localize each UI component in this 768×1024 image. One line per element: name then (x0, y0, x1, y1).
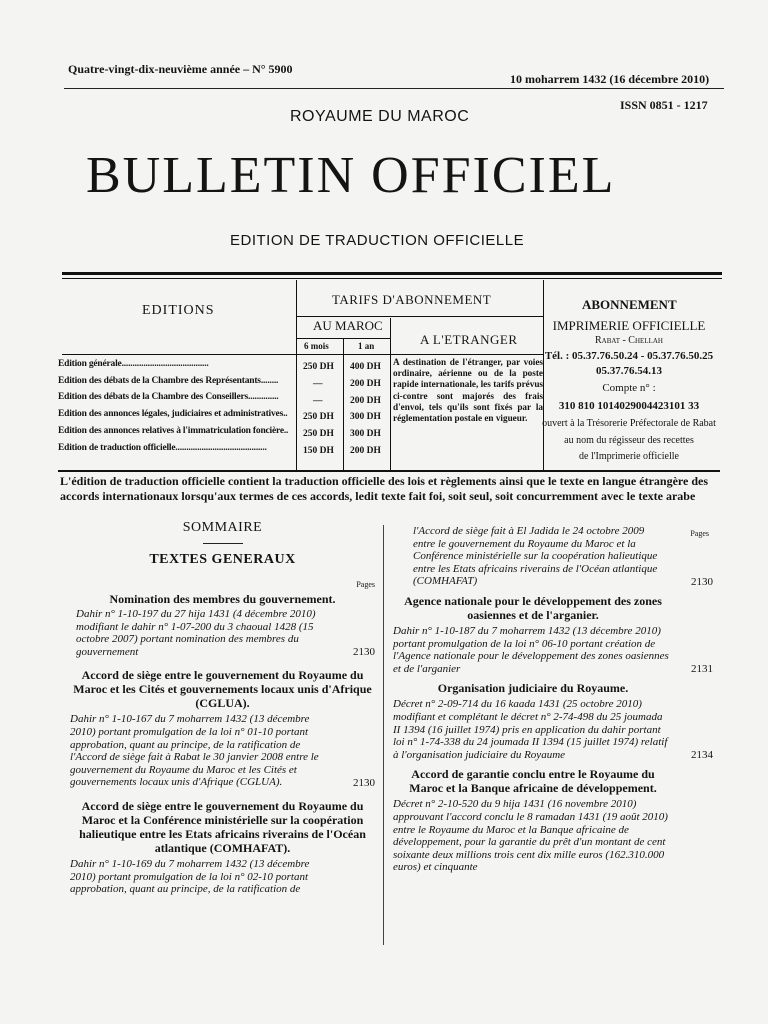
table-rule (296, 338, 390, 339)
toc-entry-body: Dahir n° 1-10-167 du 7 moharrem 1432 (13 décembre 2010) portant promulgation de la loi n° 01-10 portant approbation, quant au principe, de la ratification de l'Accord de siège fait à Rabat le 30 janvier 2008 entre le gouvernement du Royaume du Maroc et les Cités et gouvernements locaux unis d'Afrique (CGLUA). (70, 713, 319, 789)
tarifs-heading: TARIFS D'ABONNEMENT (332, 292, 492, 307)
header-rule (64, 88, 724, 89)
toc-entry-title[interactable]: Organisation judiciaire du Royaume. (437, 681, 629, 696)
table-rule (296, 316, 543, 317)
abonnement-phone: Tél. : 05.37.76.50.24 - 05.37.76.50.25 (544, 350, 714, 362)
etranger-heading: A L'ETRANGER (420, 332, 518, 347)
edition-note: L'édition de traduction officielle contient la traduction officielle des lois et règlements ainsi que le texte en langue étrangère des accords internationaux lorsqu'aux termes de ces accords, ledit texte fait foi, soit seul, soit concurremment avec le texte arabe (60, 474, 709, 503)
abonnement-phone-2: 05.37.76.54.13 (596, 365, 662, 377)
tarif-un-an: 400 DH (350, 362, 381, 372)
tarif-row-label: Edition des débats de la Chambre des Représentants........ (58, 376, 279, 386)
toc-entry[interactable] (393, 798, 713, 874)
abonnement-account-number: 310 810 1014029004423101 33 (558, 400, 700, 412)
tarif-six-mois: — (313, 379, 323, 389)
table-top-rule-thin (62, 278, 722, 279)
pages-label: Pages (356, 580, 375, 589)
sommaire-right-column (393, 525, 713, 874)
pages-label: Pages (690, 529, 709, 538)
toc-entry[interactable] (393, 525, 713, 588)
toc-entry-title[interactable]: Accord de siège entre le gouvernement du Royaume du Maroc et la Conférence ministérielle sur la coopération halieutique entre les Etats africains riverains de l'Océan atlantique (COMHAFAT). (79, 798, 366, 855)
toc-entry-title[interactable]: Agence nationale pour le développement des zones oasiennes et de l'arganier. (404, 593, 662, 622)
tarif-un-an: 300 DH (350, 429, 381, 439)
au-maroc-heading: AU MAROC (313, 318, 383, 333)
toc-entry-body: Décret n° 2-09-714 du 16 kaada 1431 (25 octobre 2010) modifiant et complétant le décret n° 2-74-498 du 25 joumada II 1394 (16 juillet 1974) pris en application du dahir portant loi n° 1-74-338 du 24 joumada II 1394 (15 juillet 1974) relatif à l'organisation judiciaire du Royaume (393, 698, 668, 761)
toc-entry-body: Dahir n° 1-10-169 du 7 moharrem 1432 (13 décembre 2010) portant promulgation de la loi n° 02-10 portant approbation, quant au principe, de la ratification de (70, 857, 310, 896)
sommaire-left-column (70, 520, 375, 896)
toc-entry[interactable] (393, 698, 713, 761)
tarif-un-an: 200 DH (350, 396, 381, 406)
table-top-rule (62, 272, 722, 275)
tarif-un-an: 200 DH (350, 446, 381, 456)
issue-line: Quatre-vingt-dix-neuvième année – N° 5900 (68, 62, 293, 76)
table-divider (390, 318, 391, 470)
tarif-row-label: Edition des débats de la Chambre des Conseillers.............. (58, 392, 279, 402)
tarif-row-label: Edition des annonces légales, judiciaires et administratives.. (58, 409, 288, 419)
un-an-heading: 1 an (358, 341, 375, 351)
tarif-six-mois: — (313, 396, 323, 406)
abonnement-address: Rabat - Chellah (595, 335, 663, 346)
etranger-note: A destination de l'étranger, par voies ordinaire, aérienne ou de la poste rapide internationale, les tarifs prévus ci-contre sont majorés des frais d'envoi, tels qu'ils sont fixés par la réglementation postale en vigueur. (393, 357, 543, 424)
column-divider (383, 525, 384, 945)
abonnement-heading: ABONNEMENT (582, 297, 677, 312)
toc-entry-body: Dahir n° 1-10-197 du 27 hija 1431 (4 décembre 2010) modifiant le dahir n° 1-07-200 du 3 chaoual 1428 (15 octobre 2007) portant nomination des membres du gouvernement (76, 608, 316, 658)
toc-entry-title[interactable]: Accord de siège entre le gouvernement du Royaume du Maroc et les Cités et gouvernements locaux unis d'Afrique (CGLUA). (73, 668, 372, 711)
bulletin-title: BULLETIN OFFICIEL (86, 147, 616, 204)
table-rule (62, 354, 543, 355)
tarif-six-mois: 150 DH (303, 446, 334, 456)
date-line: 10 moharrem 1432 (16 décembre 2010) (510, 72, 710, 86)
tarif-un-an: 300 DH (350, 412, 381, 422)
tarif-six-mois: 250 DH (303, 362, 334, 372)
abonnement-tresorerie: ouvert à la Trésorerie Préfectorale de Rabat (542, 418, 716, 429)
tarif-row-label: Edition de traduction officielle.......................................... (58, 443, 267, 453)
toc-page-number: 2130 (353, 776, 375, 789)
edition-subtitle: EDITION DE TRADUCTION OFFICIELLE (230, 232, 525, 249)
table-divider (296, 280, 297, 470)
toc-page-number: 2131 (691, 663, 713, 676)
kingdom-name: ROYAUME DU MAROC (290, 108, 470, 125)
tarif-six-mois: 250 DH (303, 412, 334, 422)
six-mois-heading: 6 mois (304, 341, 329, 351)
toc-entry-body: Décret n° 2-10-520 du 9 hija 1431 (16 novembre 2010) approuvant l'accord conclu le 8 ramadan 1431 (19 août 2010) entre le Royaume du Maroc et la Banque africaine de développement, pour la garantie du prêt d'un montant de cent soixante deux millions trois cent dix mille euros (162.310.000 euros) et cinquante (393, 798, 668, 874)
toc-entry[interactable] (70, 858, 375, 896)
toc-page-number: 2130 (353, 646, 375, 659)
table-bottom-rule (58, 470, 720, 472)
tarif-row-label: Edition des annonces relatives à l'immatriculation foncière.. (58, 426, 289, 436)
toc-entry-body: Dahir n° 1-10-187 du 7 moharrem 1432 (13 décembre 2010) portant promulgation de la loi n° 06-10 portant création de l'Agence nationale pour le développement des zones oasiennes et de l'arganier (393, 624, 669, 675)
toc-page-number: 2134 (691, 749, 713, 762)
sommaire-rule (203, 543, 243, 544)
toc-entry[interactable] (70, 713, 375, 789)
abonnement-compte-label: Compte n° : (602, 382, 656, 394)
toc-entry-body: l'Accord de siège fait à El Jadida le 24 octobre 2009 entre le gouvernement du Royaume du Maroc et la Conférence ministérielle sur la coopération halieutique entre les Etats africains riverains de l'Océan atlantique (COMHAFAT) (413, 525, 658, 588)
toc-entry-title[interactable]: Accord de garantie conclu entre le Royaume du Maroc et la Banque africaine de développement. (409, 767, 657, 796)
tarif-row-label: Edition générale........................................ (58, 359, 209, 369)
toc-page-number: 2130 (691, 575, 713, 588)
table-divider (343, 338, 344, 470)
sommaire-heading: SOMMAIRE (182, 520, 263, 535)
editions-heading: EDITIONS (142, 303, 215, 318)
toc-entry[interactable] (393, 625, 713, 675)
issn: ISSN 0851 - 1217 (620, 98, 708, 112)
abonnement-imprimerie: IMPRIMERIE OFFICIELLE (552, 318, 706, 333)
toc-entry-title[interactable]: Nomination des membres du gouvernement. (109, 592, 336, 606)
tarif-un-an: 200 DH (350, 379, 381, 389)
textes-generaux-heading: TEXTES GENERAUX (149, 552, 296, 567)
tarif-six-mois: 250 DH (303, 429, 334, 439)
abonnement-imprimerie-note: de l'Imprimerie officielle (579, 451, 679, 462)
toc-entry[interactable] (70, 608, 375, 658)
abonnement-regisseur: au nom du régisseur des recettes (564, 435, 694, 446)
